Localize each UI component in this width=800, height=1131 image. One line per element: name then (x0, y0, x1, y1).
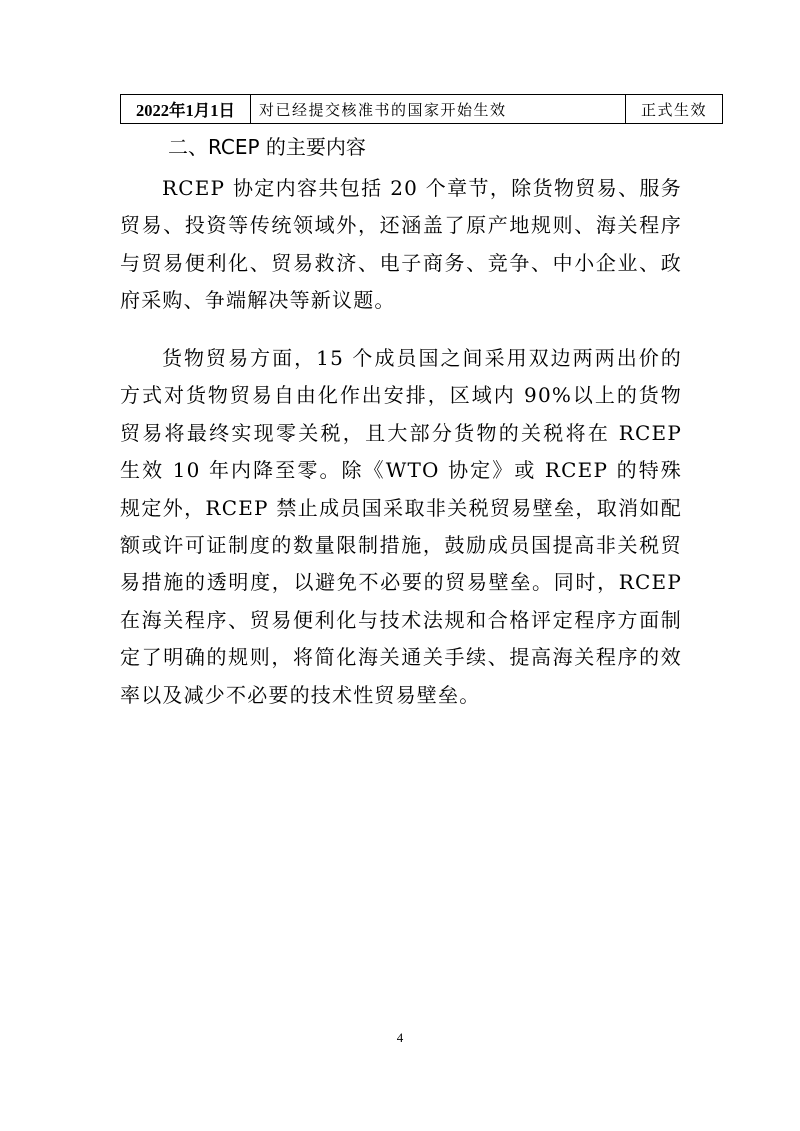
table-cell-status: 正式生效 (640, 100, 707, 119)
page-number: 4 (396, 1030, 404, 1045)
table-cell-date: 2022年1月1日 (121, 95, 251, 123)
section-heading: 二、RCEP 的主要内容 (168, 135, 366, 159)
table-cell-description: 对已经提交核准书的国家开始生效 (251, 95, 626, 123)
paragraph-goods-trade: 货物贸易方面，15 个成员国之间采用双边两两出价的方式对货物贸易自由化作出安排，区域内 90%以上的货物贸易将最终实现零关税，且大部分货物的关税将在 RCEP 生效 10 年内降至零。除《WTO 协定》或 RCEP 的特殊规定外，RCEP 禁止成员国采取非关税贸易壁垒，取消如配额或许可证制度的数量限制措施，鼓励成员国提高非关税贸易措施的透明度，以避免不必要的贸易壁垒。同时，RCEP 在海关程序、贸易便利化与技术法规和合格评定程序方面制定了明确的规则，将简化海关通关手续、提高海关程序的效率以及减少不必要的技术性贸易壁垒。 (120, 346, 682, 707)
schedule-table-row (120, 94, 723, 124)
paragraph-chapters: RCEP 协定内容共包括 20 个章节，除货物贸易、服务贸易、投资等传统领域外，还涵盖了原产地规则、海关程序与贸易便利化、贸易救济、电子商务、竞争、中小企业、政府采购、争端解决等新议题。 (120, 176, 682, 313)
